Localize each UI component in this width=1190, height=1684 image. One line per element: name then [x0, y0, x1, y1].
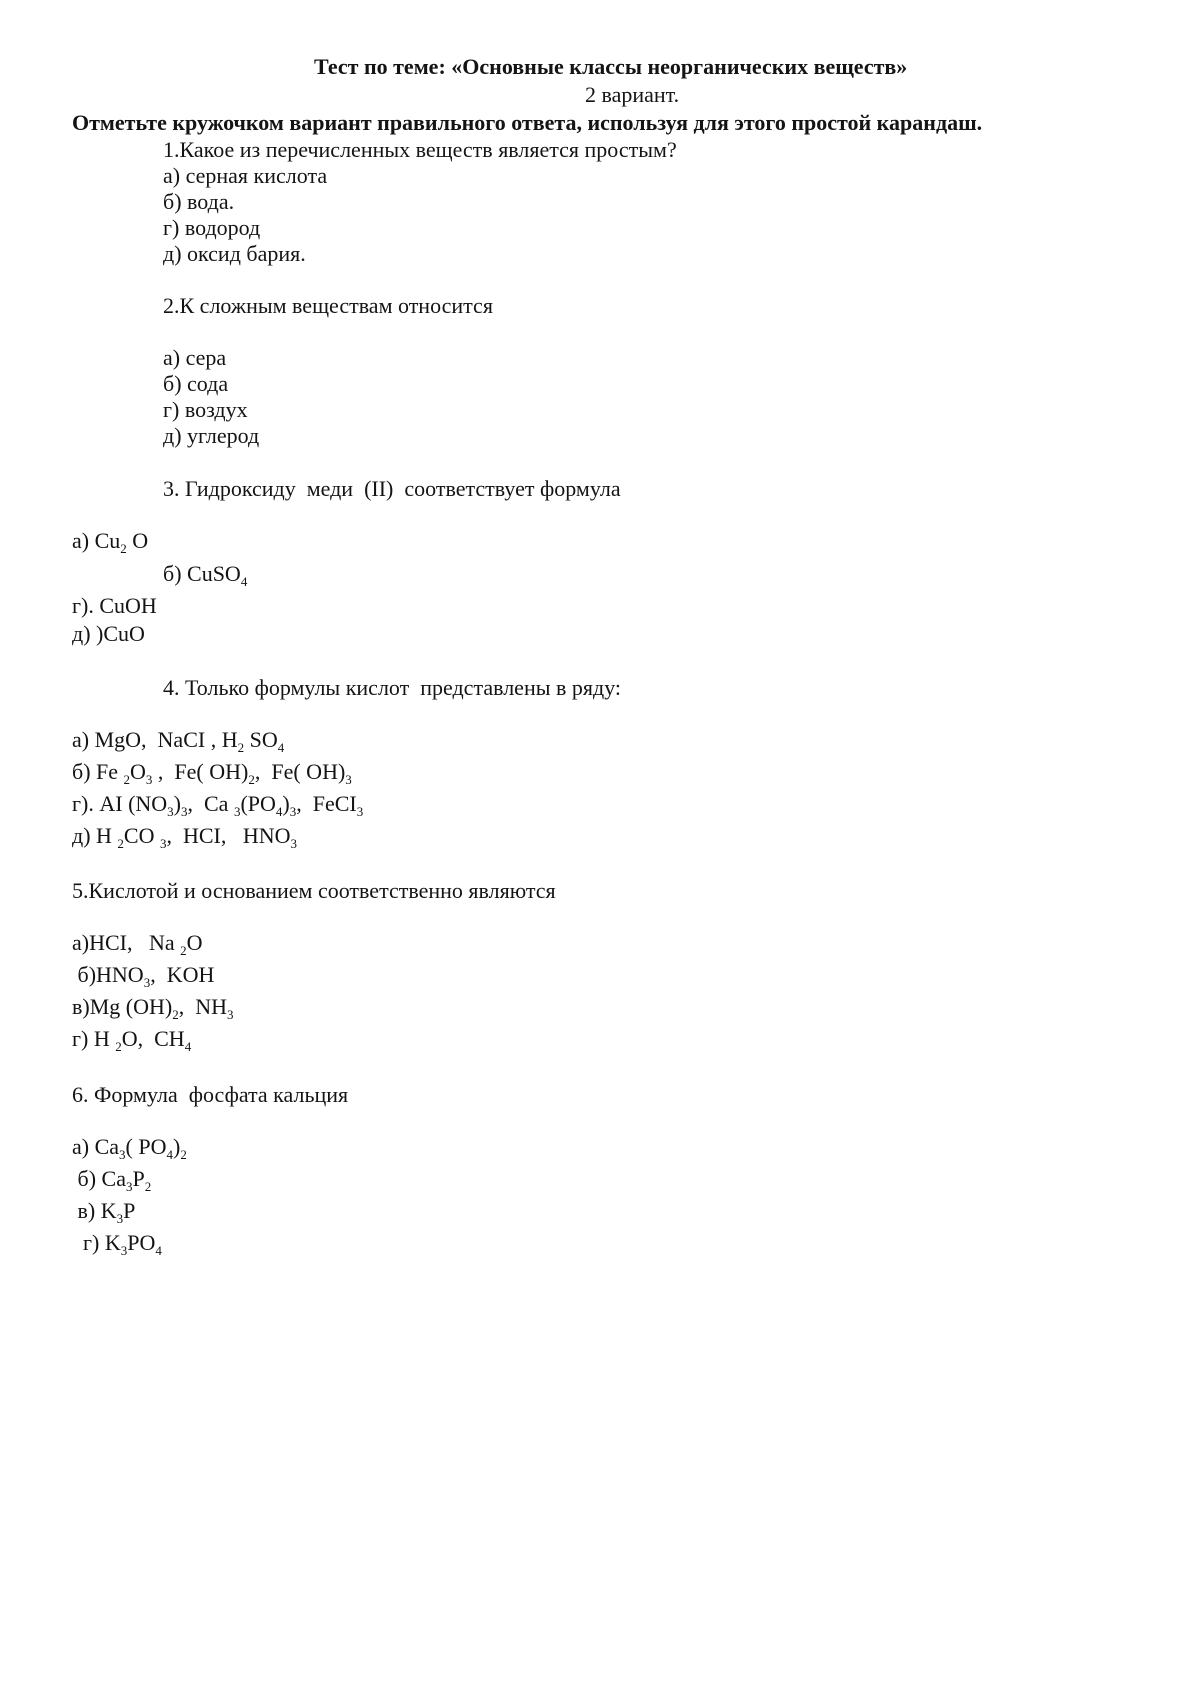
subscript: 4 — [155, 1243, 162, 1258]
subscript: 3 — [181, 804, 188, 819]
q3-question: 3. Гидроксиду меди (II) соответствует формула — [163, 476, 621, 501]
subscript: 3 — [356, 804, 364, 819]
q4-question: 4. Только формулы кислот представлены в ряду: — [163, 675, 622, 700]
subscript: 2 — [172, 1007, 179, 1022]
subscript: 2 — [144, 1179, 152, 1194]
subscript: 4 — [166, 1147, 173, 1162]
subscript: 3 — [119, 1147, 126, 1162]
q6-option-b: б) $Ca_3P_2$ — [72, 1166, 152, 1194]
q5-option-b: $б)HNO_3$, KOH — [72, 962, 215, 990]
subscript: 3 — [345, 772, 352, 787]
subscript: 2 — [248, 772, 255, 787]
subscript: 3 — [116, 1211, 124, 1226]
subscript: 4 — [184, 1039, 192, 1054]
q2-question: 2.К сложным веществам относится — [163, 293, 493, 318]
q1-option-d: д) оксид бария. — [163, 241, 306, 266]
q3-option-b: б) CuSO$_4$ — [163, 561, 248, 589]
q2-option-g: г) воздух — [163, 397, 248, 422]
subscript: 3 — [226, 1007, 234, 1022]
subscript: 2 — [180, 1147, 187, 1162]
subscript: 2 — [180, 943, 187, 958]
subscript: 3 — [159, 836, 167, 851]
q5-option-g: г) H $_2$O, $CH_4$ — [72, 1026, 192, 1054]
subscript: 3 — [143, 975, 151, 990]
q1-option-a: а) серная кислота — [163, 163, 328, 188]
subscript: 3 — [233, 804, 241, 819]
q4-option-d: д) H $_2$CO $_3$, HCI, $HNO_3$ — [72, 823, 298, 851]
subscript: 2 — [237, 740, 245, 755]
q3-option-g: г). CuOH — [72, 593, 157, 618]
subscript: 3 — [145, 772, 153, 787]
subscript: 3 — [290, 836, 298, 851]
q3-option-d: д) )CuO — [72, 621, 145, 646]
subscript: 2 — [117, 836, 124, 851]
subscript: 2 — [123, 772, 131, 787]
q2-option-b: б) сода — [163, 371, 229, 396]
q6-option-g: г) $K_3PO_4$ — [72, 1230, 162, 1258]
subscript: 4 — [277, 740, 285, 755]
subscript: 3 — [120, 1243, 128, 1258]
q4-option-a: а) MgO, NaCI , $H_2$ $SO_4$ — [72, 727, 285, 755]
subscript: 4 — [240, 574, 248, 589]
subscript: 3 — [289, 804, 297, 819]
q2-option-d: д) углерод — [163, 423, 260, 448]
subscript: 2 — [115, 1039, 122, 1054]
q3-option-a: а) $Cu_2$ O — [72, 528, 149, 556]
q4-option-g: г). AI $(NO_3)_3$, Ca $_3(PO_4)_3$, FeCI$_3$ — [72, 791, 364, 819]
page-title: Тест по теме: «Основные классы неорганических веществ» — [314, 54, 908, 79]
q5-option-a: а)HCI, Na $_2$O — [72, 930, 203, 958]
q5-question: 5.Кислотой и основанием соответственно являются — [72, 878, 556, 903]
subscript: 3 — [167, 804, 174, 819]
q1-question: 1.Какое из перечисленных веществ является простым? — [163, 137, 677, 162]
instruction-text: Отметьте кружочком вариант правильного ответа, используя для этого простой карандаш. — [72, 110, 983, 135]
q1-option-b: б) вода. — [163, 189, 235, 214]
q6-question: 6. Формула фосфата кальция — [72, 1082, 349, 1107]
subscript: 3 — [125, 1179, 133, 1194]
q6-option-a: а) $Ca_3$( $PO_4)_2$ — [72, 1134, 187, 1162]
q1-option-g: г) водород — [163, 215, 261, 240]
subscript: 4 — [275, 804, 283, 819]
q4-option-b: б) Fe $_2O_3$ , Fe( $OH)_2$, Fe( $OH)_3$ — [72, 759, 352, 787]
variant-label: 2 вариант. — [585, 82, 680, 107]
q2-option-a: а) сера — [163, 345, 227, 370]
subscript: 2 — [120, 541, 127, 556]
q6-option-v: в) $K_3P$ — [72, 1198, 136, 1226]
q5-option-v: в)Mg $(OH)_2$, $NH_3$ — [72, 994, 234, 1022]
